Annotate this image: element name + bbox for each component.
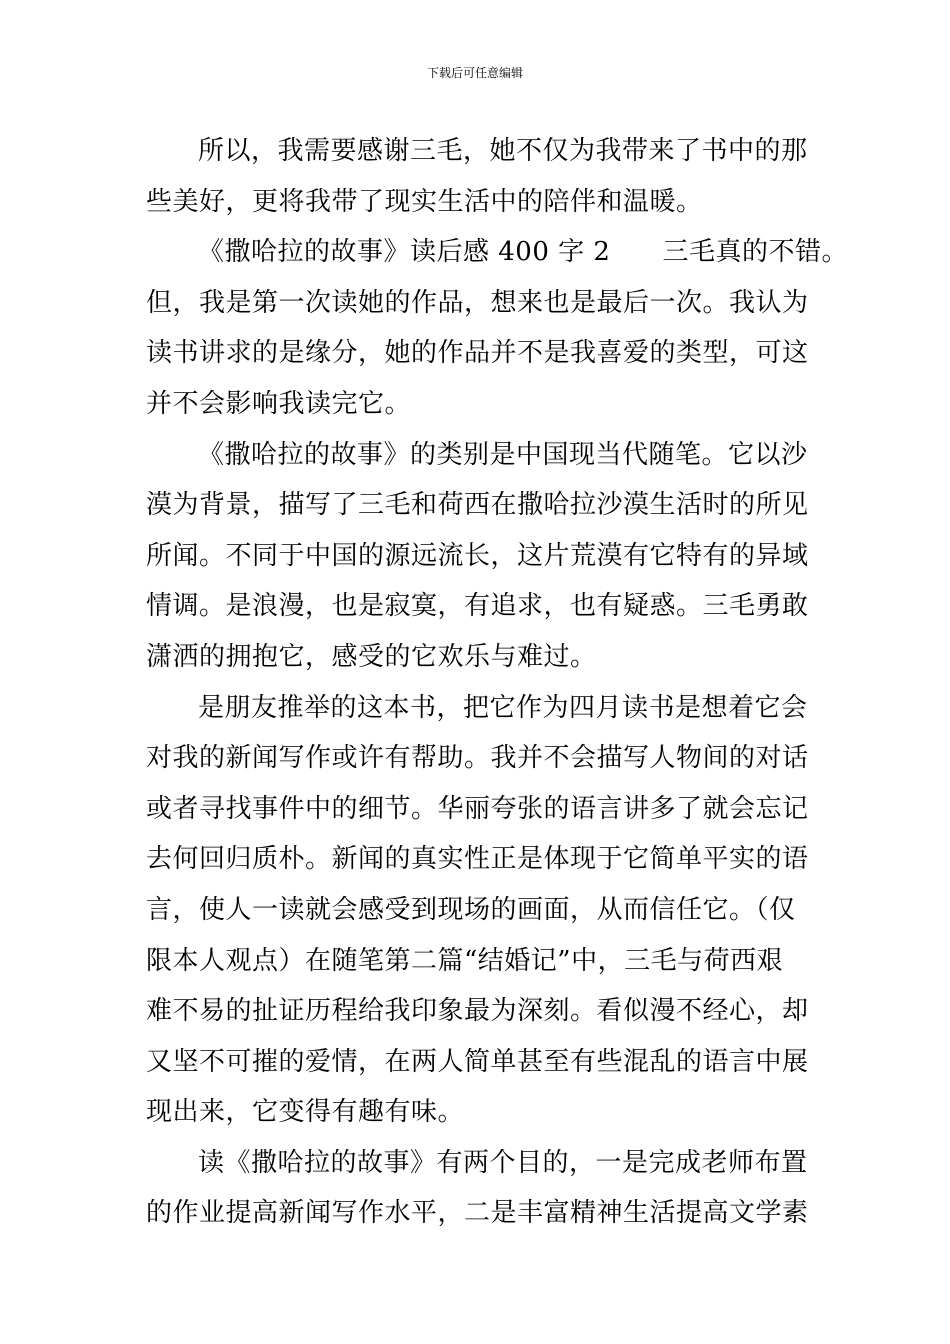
text-line-content: 或者寻找事件中的细节。华丽夸张的语言讲多了就会忘记: [146, 793, 809, 824]
text-line-content: 限本人观点）在随笔第二篇“结婚记”中，三毛与荷西艰: [146, 945, 784, 976]
text-line: [146, 379, 808, 430]
text-line-content: 是朋友推举的这本书，把它作为四月读书是想着它会: [198, 692, 808, 723]
text-line-content: 些美好，更将我带了现实生活中的陪伴和温暖。: [146, 186, 703, 217]
text-line-content: 又坚不可摧的爱情，在两人简单甚至有些混乱的语言中展: [146, 1046, 809, 1077]
text-line-content: 并不会影响我读完它。: [146, 388, 412, 419]
text-line-content: 所以，我需要感谢三毛，她不仅为我带来了书中的那: [198, 136, 808, 166]
page-header: 下载后可任意编辑: [426, 66, 523, 80]
text-line: [146, 126, 808, 177]
text-line-content: 但，我是第一次读她的作品，想来也是最后一次。我认为: [146, 287, 809, 318]
text-line-content: 现出来，它变得有趣有味。: [146, 1097, 465, 1128]
text-line: [146, 1037, 808, 1088]
text-line-content: 对我的新闻写作或许有帮助。我并不会描写人物间的对话: [146, 743, 809, 774]
text-line: [146, 227, 848, 278]
text-line: [146, 581, 808, 632]
text-line: [146, 632, 808, 683]
text-line: [146, 480, 808, 531]
text-line-content: 的作业提高新闻写作水平，二是丰富精神生活提高文学素: [146, 1198, 809, 1229]
text-line: [146, 834, 808, 885]
text-line: [146, 936, 808, 987]
text-line-content: 潇洒的拥抱它，感受的它欢乐与难过。: [146, 641, 597, 672]
text-line-content: 读书讲求的是缘分，她的作品并不是我喜爱的类型，可这: [146, 338, 809, 369]
text-line-content: 漠为背景，描写了三毛和荷西在撒哈拉沙漠生活时的所见: [146, 490, 809, 521]
text-line: [146, 1138, 808, 1189]
text-line-content: 所闻。不同于中国的源远流长，这片荒漠有它特有的异域: [146, 540, 809, 571]
document-body: [146, 126, 848, 1239]
text-line: [146, 1087, 808, 1138]
text-line: [146, 177, 808, 228]
text-line: [146, 784, 808, 835]
text-line: [146, 986, 808, 1037]
text-line: [146, 1188, 808, 1239]
text-line-content: 难不易的扯证历程给我印象最为深刻。看似漫不经心，却: [146, 996, 809, 1027]
text-line-content: 去何回归质朴。新闻的真实性正是体现于它简单平实的语: [146, 844, 809, 875]
text-line: [146, 278, 808, 329]
text-line: [146, 733, 808, 784]
text-line-content: 《撒哈拉的故事》的类别是中国现当代随笔。它以沙: [198, 439, 808, 470]
text-line: [146, 885, 808, 936]
text-line: [146, 328, 808, 379]
text-line-tail: 三毛真的不错。: [662, 237, 848, 268]
text-line-content: 情调。是浪漫，也是寂寞，有追求，也有疑惑。三毛勇敢: [146, 591, 809, 622]
text-line-content: 《撒哈拉的故事》读后感 400 字 2: [198, 237, 611, 268]
text-line: [146, 430, 808, 481]
text-line: [146, 683, 808, 734]
text-line-content: 言，使人一读就会感受到现场的画面，从而信任它。（仅: [146, 894, 796, 925]
text-line-content: 读《撒哈拉的故事》有两个目的，一是完成老师布置: [198, 1147, 808, 1178]
text-line: [146, 531, 808, 582]
